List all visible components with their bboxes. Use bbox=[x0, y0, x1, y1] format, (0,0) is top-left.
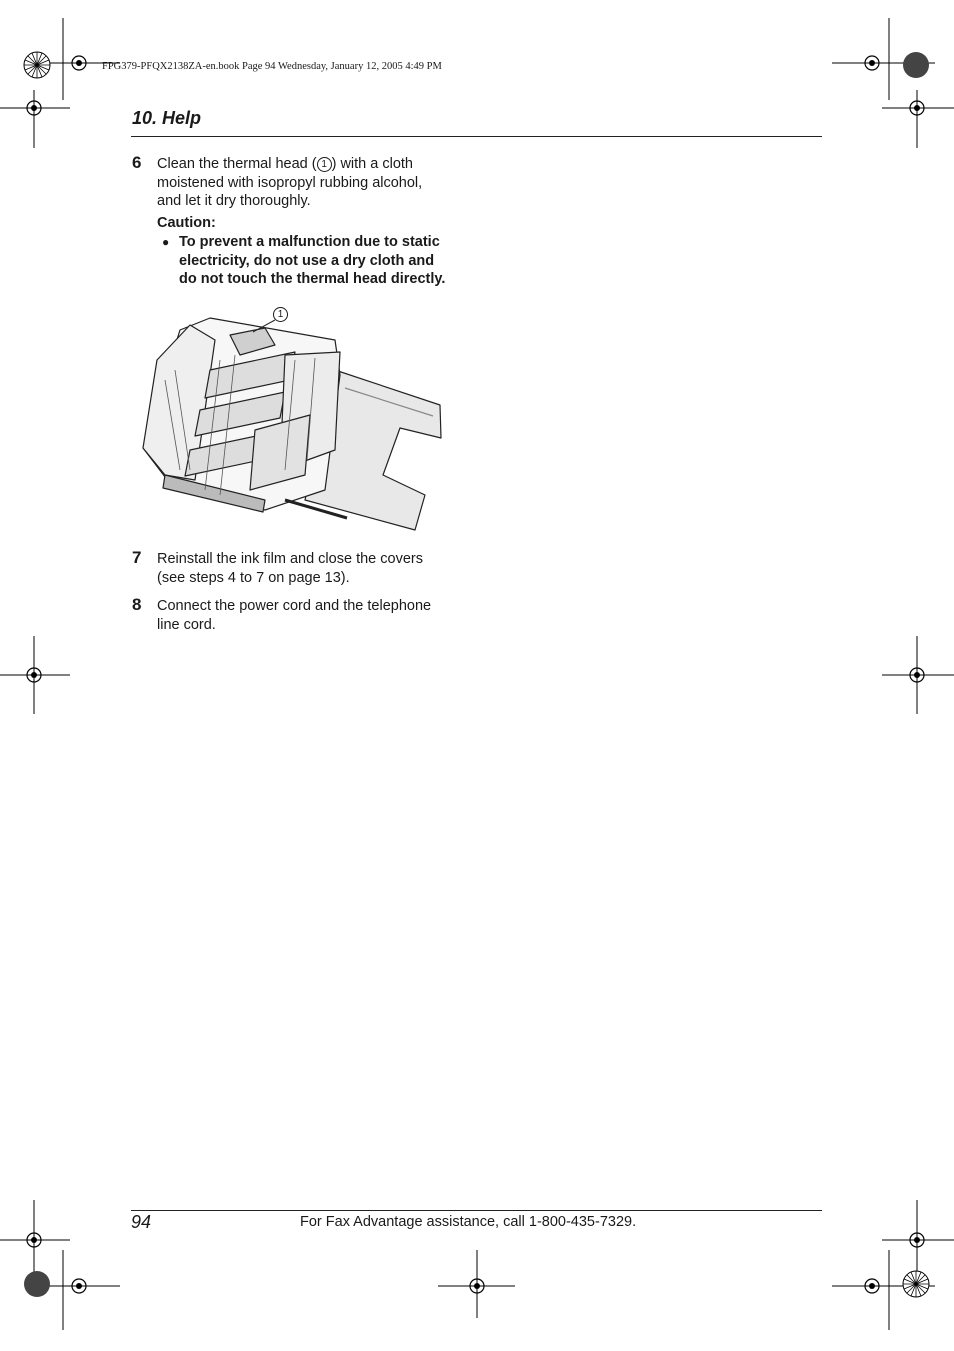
step-6-line1-after: ) with a cloth bbox=[331, 156, 413, 172]
callout-1-illustration: 1 bbox=[273, 307, 288, 322]
caution-title: Caution: bbox=[157, 215, 216, 231]
step-8-number: 8 bbox=[132, 595, 142, 614]
step-6-line2: moistened with isopropyl rubbing alcohol, bbox=[157, 174, 423, 191]
book-file-line: FPG379-PFQX2138ZA-en.book Page 94 Wednesday, January 12, 2005 4:49 PM bbox=[102, 61, 442, 72]
step-6-number: 6 bbox=[132, 153, 142, 172]
step-6-line3: and let it dry thoroughly. bbox=[157, 193, 311, 209]
step-7-text bbox=[157, 550, 467, 587]
caution-text bbox=[179, 233, 479, 289]
fax-machine-illustration bbox=[135, 300, 455, 540]
footer-assistance-text: For Fax Advantage assistance, call 1-800-435-7329. bbox=[300, 1214, 637, 1230]
step-7-number: 7 bbox=[132, 548, 142, 567]
step-8-text bbox=[157, 597, 467, 634]
step-8-line1: Connect the power cord and the telephone bbox=[157, 598, 432, 614]
footer-rule bbox=[131, 1210, 822, 1211]
step-6-text bbox=[157, 155, 467, 211]
callout-1-inline: 1 bbox=[317, 157, 332, 172]
step-8-line2: line cord. bbox=[157, 616, 216, 633]
step-7-line1: Reinstall the ink film and close the covers bbox=[157, 551, 423, 567]
section-title: 10. Help bbox=[132, 108, 202, 128]
caution-line3: do not touch the thermal head directly. bbox=[179, 271, 446, 287]
page-number: 94 bbox=[131, 1212, 152, 1232]
header-rule bbox=[131, 136, 822, 137]
caution-bullet: ● bbox=[162, 235, 170, 249]
step-6-line1-before: Clean the thermal head ( bbox=[157, 156, 317, 172]
caution-line1: To prevent a malfunction due to static bbox=[179, 234, 440, 250]
step-7-line2: (see steps 4 to 7 on page 13). bbox=[157, 569, 350, 586]
caution-line2: electricity, do not use a dry cloth and bbox=[179, 252, 435, 269]
